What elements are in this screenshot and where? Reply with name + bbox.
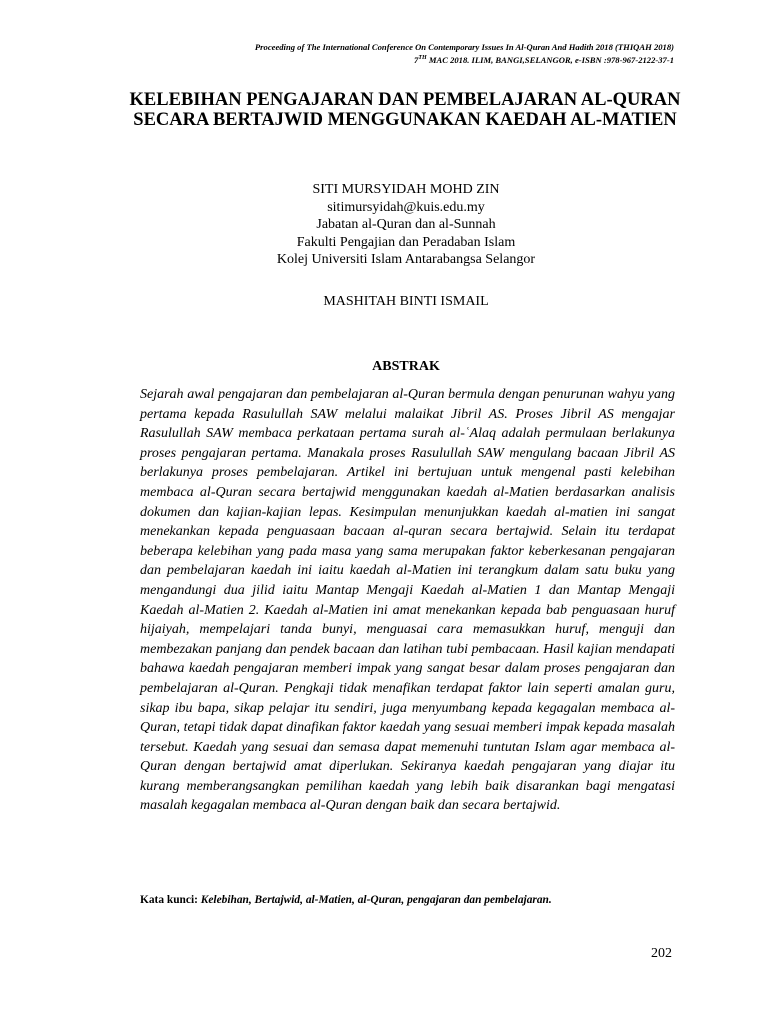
keywords-label: Kata kunci: <box>140 894 201 906</box>
header-day: 7 <box>414 55 419 65</box>
header-line-1: Proceeding of The International Conference On Contemporary Issues In Al-Quran And Hadith 2018 (THIQAH 2018) <box>254 42 674 52</box>
proceedings-header <box>255 42 674 66</box>
abstract-heading: ABSTRAK <box>372 359 440 374</box>
header-date-isbn: MAC 2018. ILIM, BANGI,SELANGOR, e-ISBN :978-967-2122-37-1 <box>426 55 674 65</box>
header-line-2 <box>255 53 674 66</box>
keywords-terms: Kelebihan, Bertajwid, al-Matien, al-Quran, pengajaran dan pembelajaran. <box>200 894 552 906</box>
keywords-line <box>140 894 552 906</box>
author-1-faculty: Fakulti Pengajian dan Peradaban Islam <box>296 234 516 250</box>
paper-title: KELEBIHAN PENGAJARAN DAN PEMBELAJARAN AL-QURAN SECARA BERTAJWID MENGGUNAKAN KAEDAH AL-MATIEN <box>129 90 681 130</box>
author-1-department: Jabatan al-Quran dan al-Sunnah <box>316 217 496 233</box>
header-day-suffix: TH <box>418 55 427 61</box>
abstract-text: Sejarah awal pengajaran dan pembelajaran al-Quran bermula dengan penurunan wahyu yang pertama kepada Rasulullah SAW melalui malaikat Jibril AS. Proses Jibril AS mengajar Rasulullah SAW membaca perkataan pertama surah al-ʿAlaq adalah permulaan berlakunya proses pengajaran pertama. Manakala proses Rasulullah SAW mengulang bacaan Jibril AS berlakunya proses pembelajaran. Artikel ini bertujuan untuk mengenal pasti kelebihan membaca al-Quran secara bertajwid menggunakan kaedah al-Matien berdasarkan analisis dokumen dan kajian-kajian lepas. Kesimpulan menunjukkan kaedah al-matien ini sangat menekankan kepada penguasaan bacaan al-quran secara bertajwid. Selain itu terdapat beberapa kelebihan yang pada masa yang sama merupakan faktor keberkesanan pengajaran dan pembelajaran kaedah ini iaitu kaedah al-Matien ini terangkum dalam satu buku yang mengandungi dua jilid iaitu Mantap Mengaji Kaedah al-Matien 1 dan Mantap Mengaji Kaedah al-Matien 2. Kaedah al-Matien ini amat menekankan kepada bab penguasaan huruf hijaiyah, mempelajari tanda bunyi, menguasai cara memasukkan huruf, menguji dan membezakan panjang dan pendek bacaan dan latihan tubi pembacaan. Hasil kajian mendapati bahawa kaedah pengajaran memberi impak yang sangat besar dalam proses pengajaran dan pembelajaran al-Quran. Pengkaji tidak menafikan terdapat faktor lain seperti amalan guru, sikap ibu bapa, sikap pelajar itu sendiri, juga menyumbang kepada kegagalan membaca al-Quran, tetapi tidak dapat dinafikan faktor kaedah yang sesuai memberi impak kepada masalah tersebut. Kaedah yang sesuai dan semasa dapat memenuhi tuntutan Islam agar membaca al-Quran dengan bertajwid amat diperlukan. Sekiranya kaedah pengajaran yang diajar itu kurang memberangsangkan pemilihan kaedah yang lebih baik disarankan bagi mengatasi masalah kegagalan membaca al-Quran dengan baik dan secara bertajwid. <box>140 387 675 814</box>
author-1-name: SITI MURSYIDAH MOHD ZIN <box>312 182 500 197</box>
author-2-name: MASHITAH BINTI ISMAIL <box>323 294 489 309</box>
author-1-email: sitimursyidah@kuis.edu.my <box>327 199 485 215</box>
author-1-institution: Kolej Universiti Islam Antarabangsa Selangor <box>276 252 536 268</box>
page-number: 202 <box>651 946 672 961</box>
author-1-block <box>140 181 672 269</box>
